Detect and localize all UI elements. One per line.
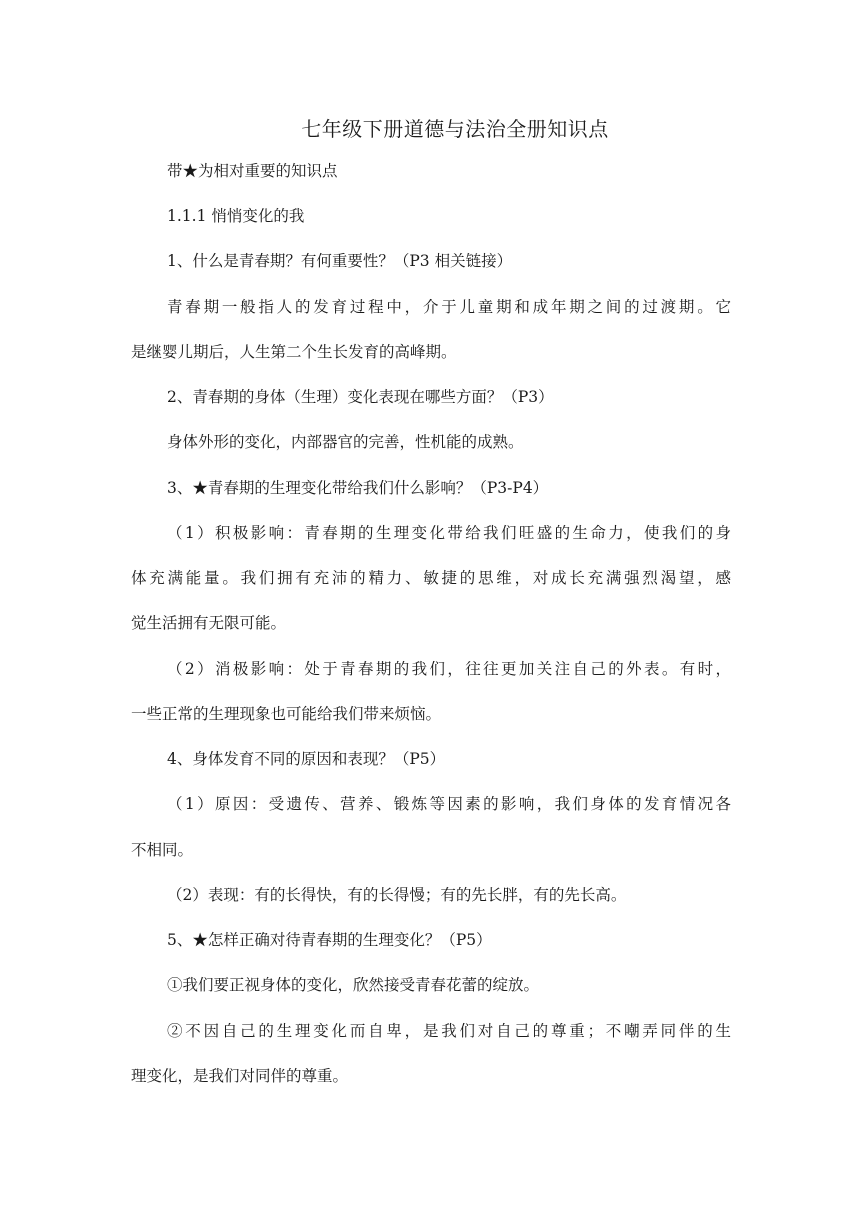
answer-1-line-2: 是继婴儿期后，人生第二个生长发育的高峰期。: [131, 343, 457, 361]
answer-2: 身体外形的变化，内部器官的完善，性机能的成熟。: [167, 433, 524, 451]
answer-4-cause-line-1: （1）原因：受遗传、营养、锻炼等因素的影响，我们身体的发育情况各: [167, 795, 731, 813]
answer-3-negative-line-1: （2）消极影响：处于青春期的我们，往往更加关注自己的外表。有时，: [167, 660, 731, 678]
answer-3-positive-line-1: （1）积极影响：青春期的生理变化带给我们旺盛的生命力，使我们的身: [167, 524, 731, 542]
answer-1-line-1: 青春期一般指人的发育过程中，介于儿童期和成年期之间的过渡期。它: [167, 298, 731, 316]
section-heading: 1.1.1 悄悄变化的我: [167, 207, 305, 225]
question-4: 4、身体发育不同的原因和表现？（P5）: [167, 750, 446, 768]
answer-5-point-2-line-1: ②不因自己的生理变化而自卑，是我们对自己的尊重；不嘲弄同伴的生: [167, 1022, 731, 1040]
importance-note: 带★为相对重要的知识点: [167, 162, 338, 180]
answer-4-expression: （2）表现：有的长得快，有的长得慢；有的先长胖，有的先长高。: [167, 886, 627, 904]
answer-5-point-2-line-2: 理变化，是我们对同伴的尊重。: [131, 1067, 349, 1085]
question-1: 1、什么是青春期？有何重要性？（P3 相关链接）: [167, 252, 513, 270]
document-title: 七年级下册道德与法治全册知识点: [301, 117, 609, 141]
answer-3-positive-line-3: 觉生活拥有无限可能。: [131, 614, 287, 632]
answer-4-cause-line-2: 不相同。: [131, 841, 194, 859]
answer-3-negative-line-2: 一些正常的生理现象也可能给我们带来烦恼。: [131, 705, 442, 723]
answer-3-positive-line-2: 体充满能量。我们拥有充沛的精力、敏捷的思维，对成长充满强烈渴望，感: [131, 569, 731, 587]
question-5: 5、★怎样正确对待青春期的生理变化？（P5）: [167, 931, 492, 949]
question-2: 2、青春期的身体（生理）变化表现在哪些方面？（P3）: [167, 388, 554, 406]
question-3: 3、★青春期的生理变化带给我们什么影响？（P3-P4）: [167, 479, 549, 497]
answer-5-point-1: ①我们要正视身体的变化，欣然接受青春花蕾的绽放。: [167, 976, 540, 994]
